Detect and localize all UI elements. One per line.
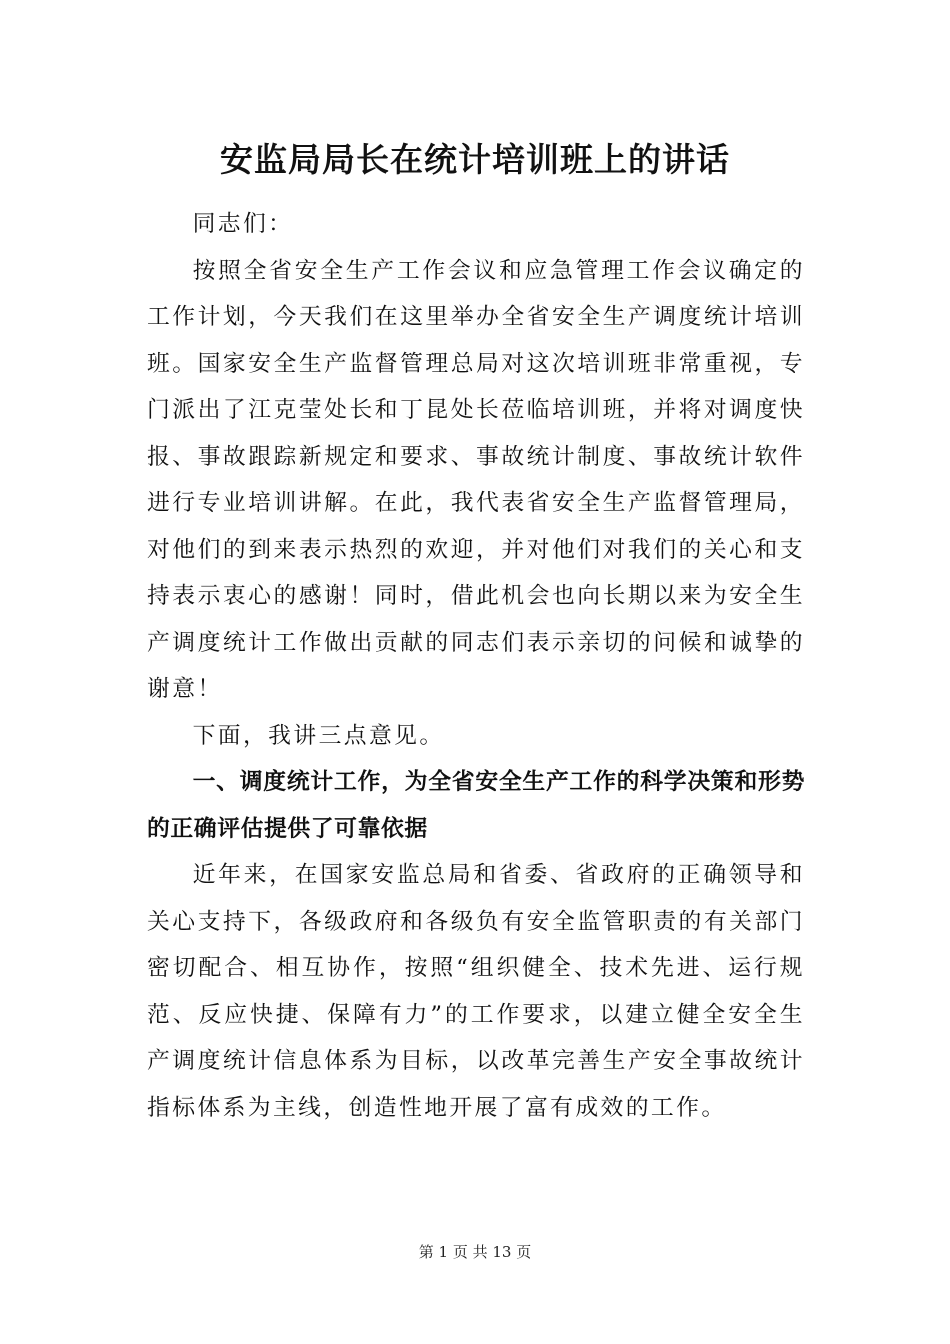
paragraph-salutation: 同志们： <box>192 211 294 237</box>
paragraph-opening: 按照全省安全生产工作会议和应急管理工作会议确定的工作计划，今天我们在这里举办全省安全生产调度统计培训班。国家安全生产监督管理总局对这次培训班非常重视，专门派出了江克莹处长和丁昆处长莅临培训班，并将对调度快报、事故跟踪新规定和要求、事故统计制度、事故统计软件进行专业培训讲解。在此，我代表省安全生产监督管理局，对他们的到来表示热烈的欢迎，并对他们对我们的关心和支持表示衷心的感谢！同时，借此机会也向长期以来为安全生产调度统计工作做出贡献的同志们表示亲切的问候和诚挚的谢意！ <box>147 257 805 702</box>
section-heading-1: 一、调度统计工作，为全省安全生产工作的科学决策和形势的正确评估提供了可靠依据 <box>147 769 805 842</box>
document-title: 安监局局长在统计培训班上的讲话 <box>220 140 730 179</box>
paragraph-section-1: 近年来，在国家安监总局和省委、省政府的正确领导和关心支持下，各级政府和各级负有安全监管职责的有关部门密切配合、相互协作，按照“组织健全、技术先进、运行规范、反应快捷、保障有力”的工作要求，以建立健全安全生产调度统计信息体系为目标，以改革完善生产安全事故统计指标体系为主线，创造性地开展了富有成效的工作。 <box>147 862 805 1121</box>
document-body <box>147 201 805 1131</box>
page-number-footer: 第 1 页 共 13 页 <box>418 1243 532 1261</box>
paragraph-transition: 下面，我讲三点意见。 <box>192 722 445 749</box>
